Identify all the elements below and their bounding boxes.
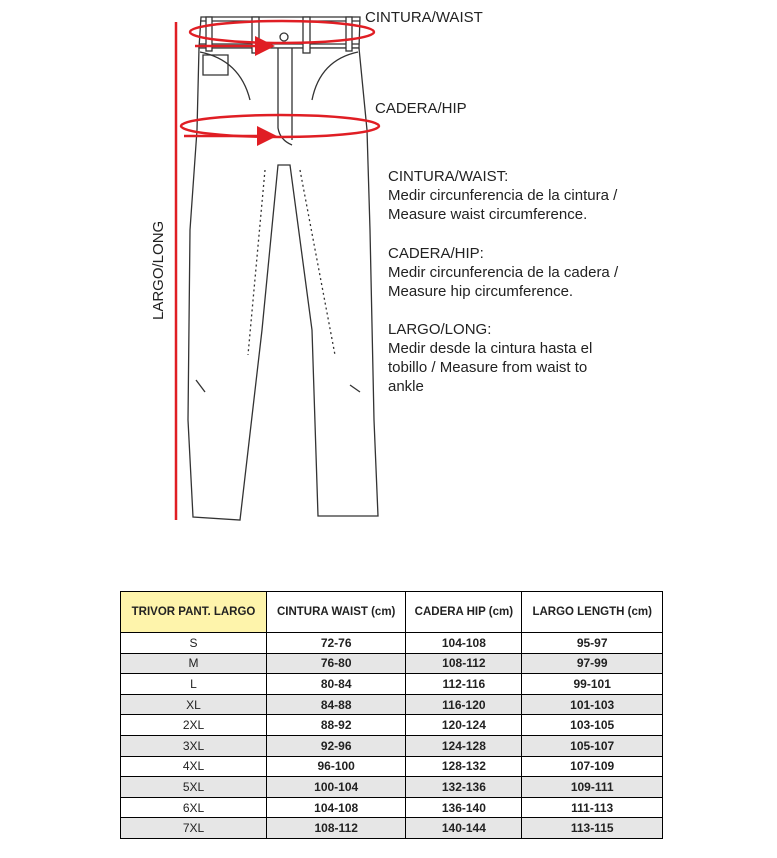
pants-outline: [188, 17, 378, 520]
size-cell: 3XL: [121, 735, 267, 756]
size-chart-table: [120, 591, 663, 839]
length-description-line: ankle: [388, 378, 424, 395]
length-label: LARGO/LONG: [150, 220, 167, 320]
hip-description-line: Medir circunferencia de la cadera /: [388, 264, 619, 281]
hip-cell: 132-136: [406, 777, 522, 798]
length-description-line: Medir desde la cintura hasta el: [388, 340, 593, 357]
size-cell: 4XL: [121, 756, 267, 777]
waist-cell: 76-80: [267, 653, 406, 674]
table-row: [121, 735, 663, 756]
length-cell: 107-109: [522, 756, 663, 777]
table-body: [121, 633, 663, 839]
waist-cell: 108-112: [267, 818, 406, 839]
length-cell: 99-101: [522, 674, 663, 695]
table-row: [121, 653, 663, 674]
table-row: [121, 715, 663, 736]
size-cell: 6XL: [121, 797, 267, 818]
size-cell: S: [121, 633, 267, 654]
hip-description: [388, 244, 618, 301]
header-waist: CINTURA WAIST (cm): [267, 592, 406, 633]
hip-cell: 140-144: [406, 818, 522, 839]
waist-label: CINTURA/WAIST: [365, 9, 483, 26]
waist-cell: 104-108: [267, 797, 406, 818]
waist-cell: 88-92: [267, 715, 406, 736]
size-cell: XL: [121, 694, 267, 715]
length-cell: 101-103: [522, 694, 663, 715]
waist-cell: 100-104: [267, 777, 406, 798]
size-cell: 5XL: [121, 777, 267, 798]
length-cell: 109-111: [522, 777, 663, 798]
waist-description-line: Medir circunferencia de la cintura /: [388, 187, 618, 204]
length-cell: 113-115: [522, 818, 663, 839]
waist-cell: 84-88: [267, 694, 406, 715]
hip-cell: 112-116: [406, 674, 522, 695]
hip-description-line: Measure hip circumference.: [388, 283, 574, 300]
waist-description-title: CINTURA/WAIST:: [388, 168, 509, 185]
hip-cell: 124-128: [406, 735, 522, 756]
header-length: LARGO LENGTH (cm): [522, 592, 663, 633]
length-cell: 95-97: [522, 633, 663, 654]
size-cell: M: [121, 653, 267, 674]
table-row: [121, 674, 663, 695]
length-cell: 111-113: [522, 797, 663, 818]
size-cell: 2XL: [121, 715, 267, 736]
length-description-title: LARGO/LONG:: [388, 321, 492, 338]
length-description-line: tobillo / Measure from waist to: [388, 359, 588, 376]
waist-cell: 72-76: [267, 633, 406, 654]
hip-cell: 108-112: [406, 653, 522, 674]
header-hip: CADERA HIP (cm): [406, 592, 522, 633]
hip-description-title: CADERA/HIP:: [388, 245, 484, 262]
length-cell: 103-105: [522, 715, 663, 736]
length-description: [388, 320, 592, 396]
hip-cell: 120-124: [406, 715, 522, 736]
hip-cell: 128-132: [406, 756, 522, 777]
hip-cell: 104-108: [406, 633, 522, 654]
waist-description: [388, 167, 617, 224]
waist-cell: 80-84: [267, 674, 406, 695]
waist-cell: 92-96: [267, 735, 406, 756]
table-header-row: [121, 592, 663, 633]
hip-cell: 116-120: [406, 694, 522, 715]
table-row: [121, 756, 663, 777]
length-cell: 97-99: [522, 653, 663, 674]
table-row: [121, 818, 663, 839]
table-row: [121, 797, 663, 818]
table-row: [121, 633, 663, 654]
hip-label: CADERA/HIP: [375, 100, 467, 117]
waist-description-line: Measure waist circumference.: [388, 206, 588, 223]
table-row: [121, 694, 663, 715]
size-cell: L: [121, 674, 267, 695]
hip-cell: 136-140: [406, 797, 522, 818]
header-model: TRIVOR PANT. LARGO: [121, 592, 267, 633]
waist-cell: 96-100: [267, 756, 406, 777]
size-cell: 7XL: [121, 818, 267, 839]
table-row: [121, 777, 663, 798]
length-cell: 105-107: [522, 735, 663, 756]
